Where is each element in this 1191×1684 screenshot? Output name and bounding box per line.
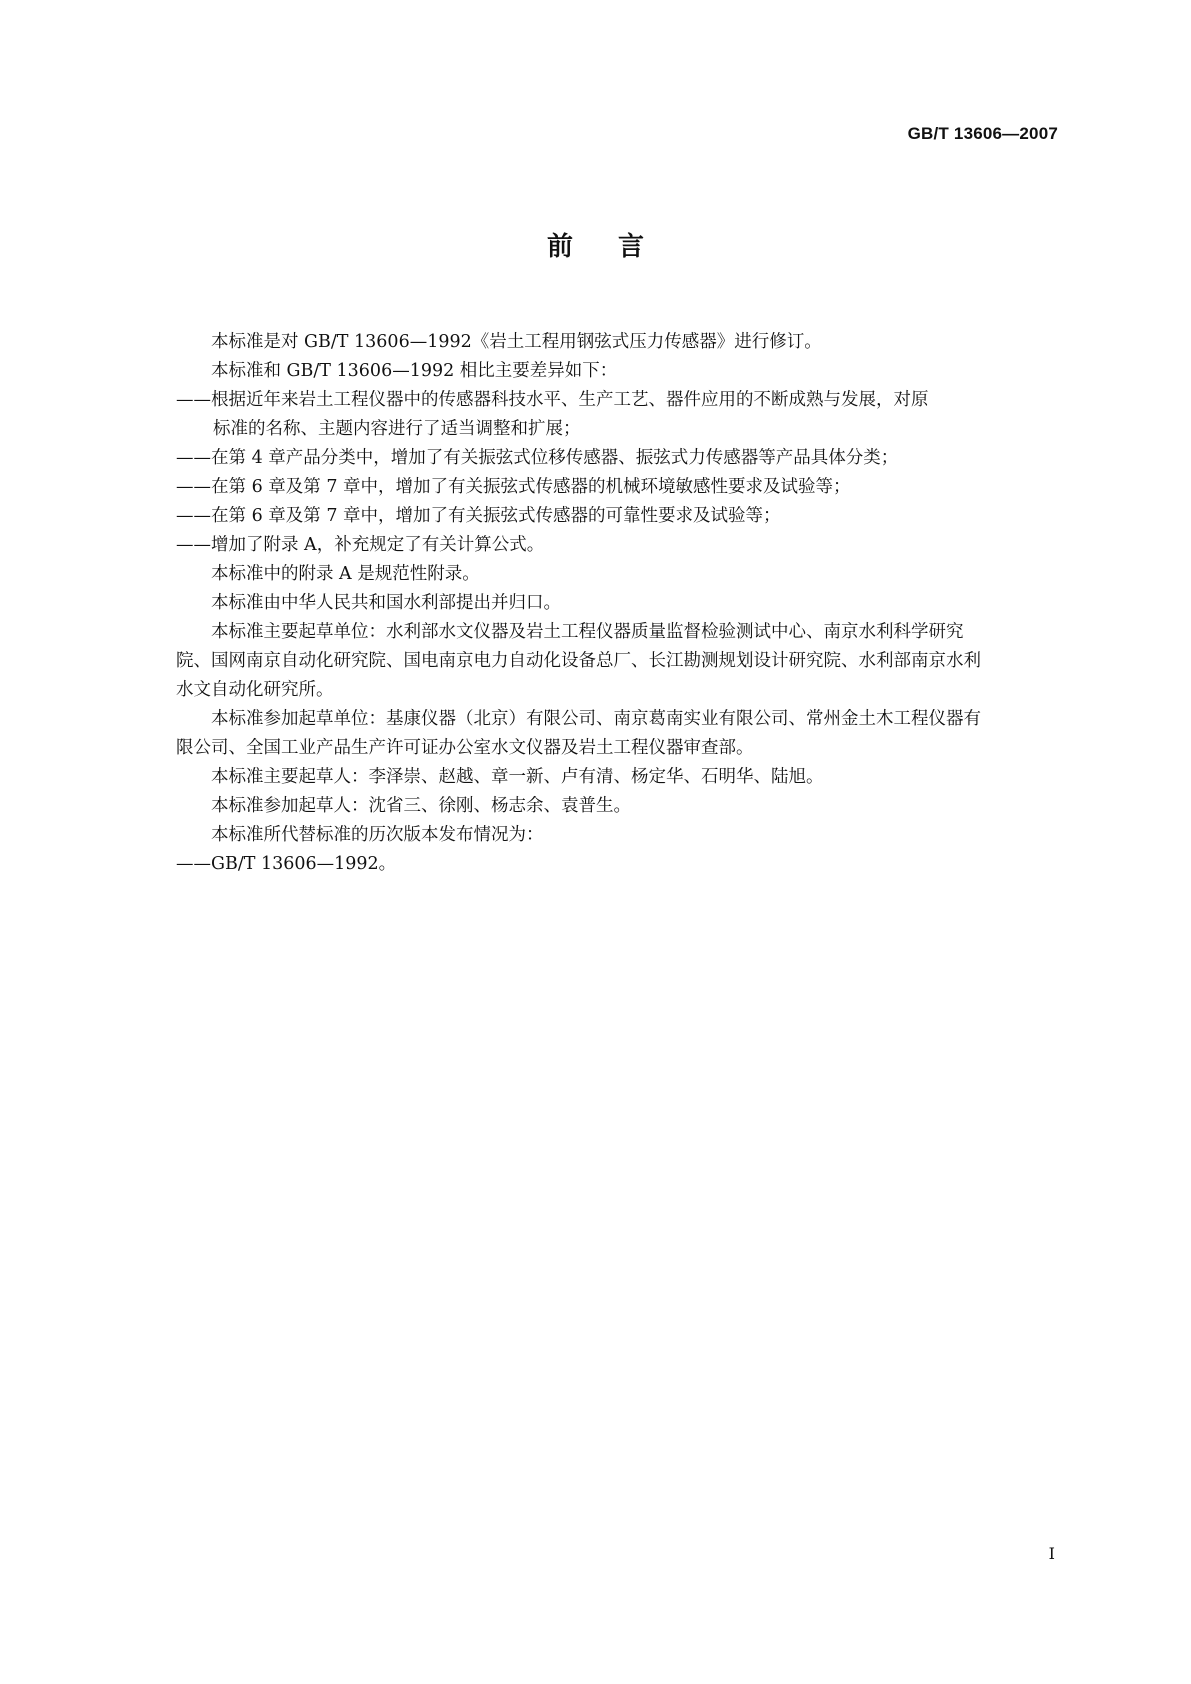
dash-item xyxy=(176,444,1061,473)
paragraph xyxy=(176,589,1061,618)
text-line: 水文自动化研究所。 xyxy=(176,680,334,700)
paragraph xyxy=(176,821,1061,850)
paragraph xyxy=(176,357,1061,386)
text-line: 本标准所代替标准的历次版本发布情况为： xyxy=(211,825,544,845)
standard-code: GB/T 13606—2007 xyxy=(907,124,1058,143)
dash-item xyxy=(176,502,1061,531)
text-line: ——在第 6 章及第 7 章中，增加了有关振弦式传感器的机械环境敏感性要求及试验等； xyxy=(176,477,851,497)
text-line: 本标准中的附录 A 是规范性附录。 xyxy=(211,564,480,584)
text-line: ——根据近年来岩土工程仪器中的传感器科技水平、生产工艺、器件应用的不断成熟与发展，对原 xyxy=(176,390,929,410)
text-line: 本标准主要起草人：李泽崇、赵越、章一新、卢有清、杨定华、石明华、陆旭。 xyxy=(211,767,824,787)
paragraph xyxy=(176,618,1061,705)
text-line: ——增加了附录 A，补充规定了有关计算公式。 xyxy=(176,535,545,555)
text-line: 本标准和 GB/T 13606—1992 相比主要差异如下： xyxy=(211,361,618,381)
dash-item xyxy=(176,850,1061,879)
dash-item xyxy=(176,473,1061,502)
text-line: 本标准由中华人民共和国水利部提出并归口。 xyxy=(211,593,561,613)
paragraph xyxy=(176,705,1061,763)
paragraph xyxy=(176,560,1061,589)
text-line: ——在第 4 章产品分类中，增加了有关振弦式位移传感器、振弦式力传感器等产品具体分类； xyxy=(176,448,899,468)
page-title: 前言 xyxy=(546,232,689,262)
paragraph xyxy=(176,763,1061,792)
dash-item xyxy=(176,386,1061,444)
text-line: 本标准参加起草单位：基康仪器（北京）有限公司、南京葛南实业有限公司、常州金土木工程仪器有 xyxy=(211,709,981,729)
text-line: ——在第 6 章及第 7 章中，增加了有关振弦式传感器的可靠性要求及试验等； xyxy=(176,506,781,526)
document-body xyxy=(176,328,1061,879)
text-line: 本标准参加起草人：沈省三、徐刚、杨志余、袁普生。 xyxy=(211,796,631,816)
paragraph xyxy=(176,792,1061,821)
text-line: 标准的名称、主题内容进行了适当调整和扩展； xyxy=(213,419,581,439)
text-line: 本标准主要起草单位：水利部水文仪器及岩土工程仪器质量监督检验测试中心、南京水利科学研究 xyxy=(211,622,964,642)
dash-item xyxy=(176,531,1061,560)
page-number: I xyxy=(1048,1544,1055,1563)
paragraph xyxy=(176,328,1061,357)
text-line: 本标准是对 GB/T 13606—1992《岩土工程用钢弦式压力传感器》进行修订。 xyxy=(211,332,822,352)
text-line: 院、国网南京自动化研究院、国电南京电力自动化设备总厂、长江勘测规划设计研究院、水利部南京水利 xyxy=(176,651,981,671)
text-line: ——GB/T 13606—1992。 xyxy=(176,854,397,874)
text-line: 限公司、全国工业产品生产许可证办公室水文仪器及岩土工程仪器审查部。 xyxy=(176,738,754,758)
